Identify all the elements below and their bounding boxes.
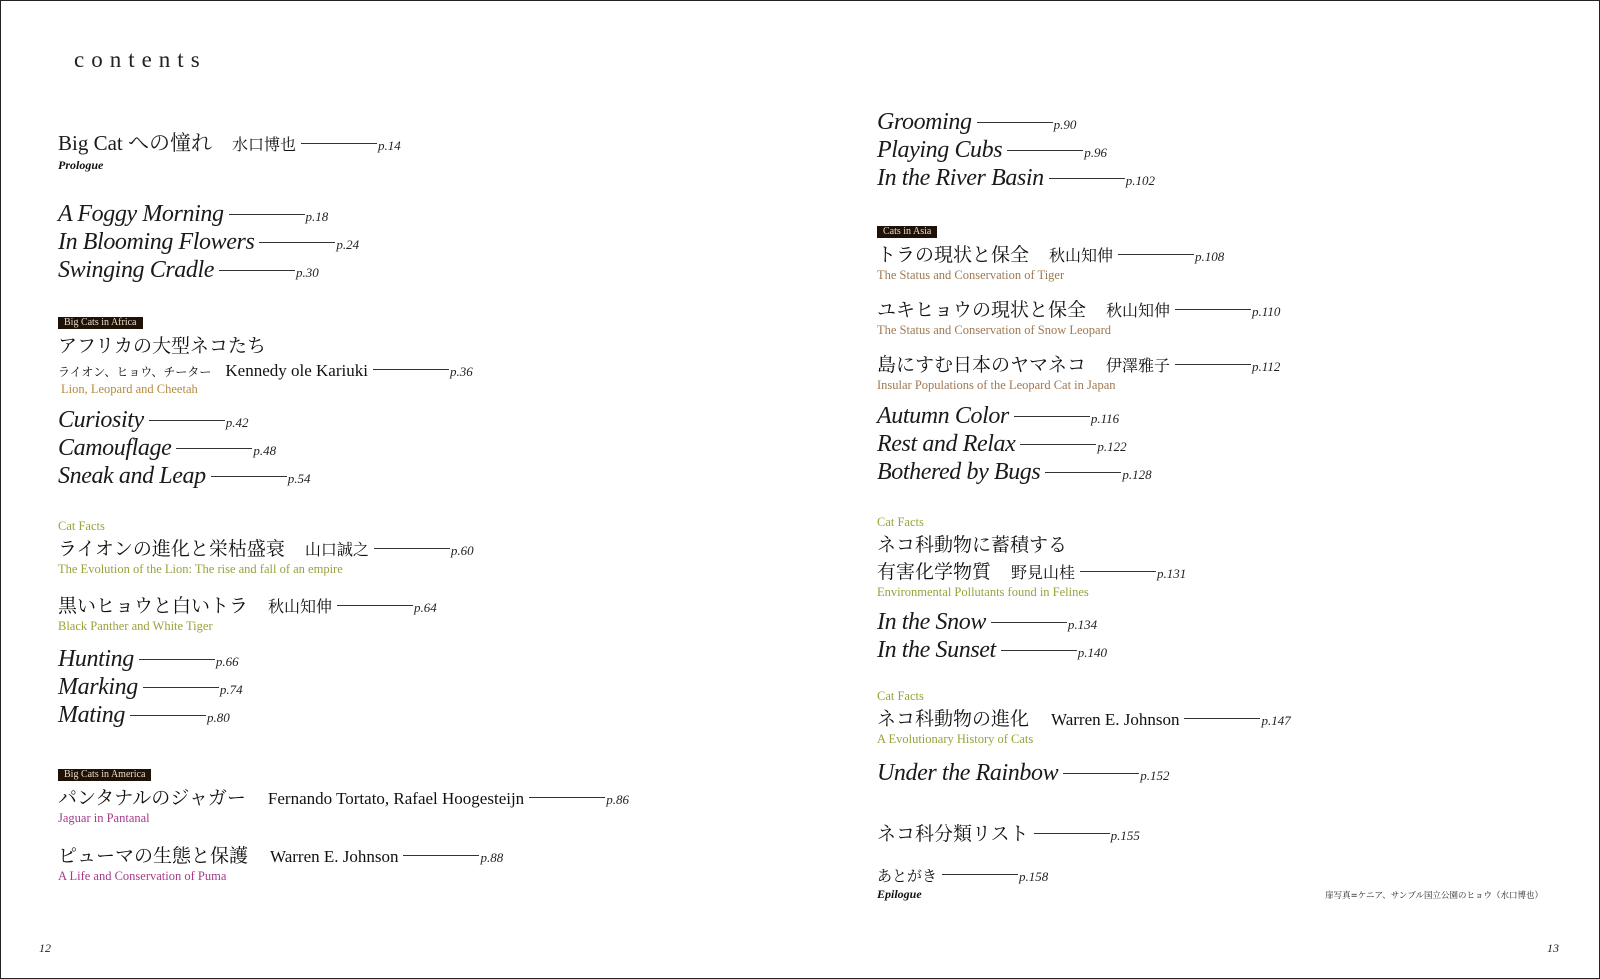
entry-title: A Foggy Morning — [58, 201, 224, 227]
toc-entry[interactable] — [58, 257, 319, 284]
entry-title: アフリカの大型ネコたち — [58, 335, 267, 357]
leader-line — [139, 659, 215, 660]
leader-line — [942, 874, 1018, 875]
toc-entry[interactable] — [58, 201, 328, 228]
entry-title-line2: 有害化学物質 — [877, 561, 992, 583]
toc-entry-species-list[interactable] — [877, 819, 1140, 846]
entry-title: In the Sunset — [877, 637, 996, 663]
toc-entry[interactable] — [877, 137, 1107, 164]
toc-entry[interactable] — [877, 431, 1127, 458]
entry-title: In the River Basin — [877, 165, 1044, 191]
entry-title: In the Snow — [877, 609, 986, 635]
entry-author: Fernando Tortato, Rafael Hoogesteijn — [267, 789, 525, 808]
page-number: p.86 — [606, 792, 629, 807]
page-number: p.48 — [253, 443, 277, 458]
entry-subtitle-en: Jaguar in Pantanal — [58, 811, 150, 825]
section-tag: Big Cats in America — [58, 769, 151, 781]
leader-line — [373, 369, 449, 370]
page-number: p.134 — [1067, 617, 1098, 632]
section-tag: Big Cats in Africa — [58, 317, 143, 329]
toc-entry-lion-evolution[interactable] — [58, 519, 474, 577]
entry-subtitle-en: The Evolution of the Lion: The rise and fall of an empire — [58, 562, 343, 576]
entry-subtitle-en: Lion, Leopard and Cheetah — [61, 382, 198, 396]
page-number: p.112 — [1252, 359, 1281, 374]
page-number: p.90 — [1053, 117, 1077, 132]
entry-title: あとがき — [877, 867, 938, 885]
page-number: p.88 — [480, 850, 504, 865]
toc-entry[interactable] — [877, 403, 1119, 430]
page-number: p.140 — [1077, 645, 1108, 660]
page-number: p.155 — [1110, 828, 1140, 843]
entry-title: ネコ科分類リスト — [877, 823, 1029, 845]
entry-subtitle: Prologue — [58, 158, 104, 172]
page-number: p.131 — [1157, 566, 1187, 581]
leader-line — [1080, 571, 1156, 572]
entry-title: Camouflage — [58, 435, 172, 461]
entry-subtitle-en: Insular Populations of the Leopard Cat in Japan — [877, 378, 1116, 392]
toc-entry-puma[interactable] — [58, 841, 503, 884]
entry-author: 野見山桂 — [1011, 565, 1076, 582]
leader-line — [219, 270, 295, 271]
leader-line — [337, 605, 413, 606]
leader-line — [374, 548, 450, 549]
entry-subtitle-en: The Status and Conservation of Snow Leopard — [877, 323, 1111, 337]
entry-title: Grooming — [877, 109, 972, 135]
photo-caption: 扉写真=ケニア、サンブル国立公園のヒョウ（水口博也） — [1325, 891, 1543, 901]
contents-heading: contents — [74, 47, 207, 72]
toc-entry[interactable] — [58, 463, 310, 490]
toc-entry-panther[interactable] — [58, 591, 437, 634]
page-number: p.80 — [206, 710, 230, 725]
page-number: p.60 — [450, 543, 474, 558]
entry-subtitle-en: Environmental Pollutants found in Felines — [877, 585, 1089, 599]
leader-line — [1049, 178, 1125, 179]
entry-title: Swinging Cradle — [58, 257, 215, 283]
page-number: p.116 — [1090, 411, 1120, 426]
entry-title: トラの現状と保全 — [877, 244, 1030, 266]
page-number: p.96 — [1084, 145, 1107, 160]
leader-line — [1045, 472, 1121, 473]
entry-title: Hunting — [58, 646, 134, 672]
page-number: p.147 — [1261, 713, 1291, 728]
cat-facts-label: Cat Facts — [877, 515, 924, 529]
toc-entry[interactable] — [877, 609, 1097, 636]
entry-title: ライオンの進化と栄枯盛衰 — [58, 538, 285, 560]
entry-title: Marking — [58, 674, 138, 700]
toc-entry[interactable] — [58, 646, 239, 673]
entry-title: Big Cat への憧れ — [58, 131, 213, 155]
left-column — [39, 1, 758, 978]
leader-line — [143, 687, 219, 688]
cat-facts-label: Cat Facts — [58, 519, 105, 533]
leader-line — [1184, 718, 1260, 719]
page-number: p.36 — [449, 364, 473, 379]
entry-title: Bothered by Bugs — [877, 459, 1041, 485]
entry-title: Autumn Color — [877, 403, 1009, 429]
entry-title: Rest and Relax — [877, 431, 1016, 457]
leader-line — [1014, 416, 1090, 417]
page-number: p.66 — [215, 654, 239, 669]
leader-line — [1175, 309, 1251, 310]
page-number: p.108 — [1195, 249, 1225, 264]
toc-entry-island-cat[interactable] — [877, 350, 1280, 393]
leader-line — [211, 476, 287, 477]
toc-entry-rainbow[interactable] — [877, 760, 1169, 787]
right-column — [877, 1, 1577, 978]
page-number: p.110 — [1252, 304, 1281, 319]
toc-entry[interactable] — [58, 674, 243, 701]
toc-entry-jaguar[interactable] — [58, 762, 629, 826]
entry-subtitle-jp: ライオン、ヒョウ、チーター — [58, 365, 212, 379]
leader-line — [149, 420, 225, 421]
page-number: p.122 — [1097, 439, 1127, 454]
toc-entry-tiger[interactable] — [877, 219, 1224, 283]
entry-author: 山口誠之 — [304, 542, 369, 559]
entry-title: 黒いヒョウと白いトラ — [58, 595, 249, 617]
leader-line — [1001, 650, 1077, 651]
toc-entry-prologue[interactable] — [58, 127, 401, 173]
entry-author: Warren E. Johnson — [1051, 710, 1180, 729]
entry-subtitle-en: A Life and Conservation of Puma — [58, 869, 227, 883]
entry-subtitle-en: Black Panther and White Tiger — [58, 619, 213, 633]
entry-author: 伊澤雅子 — [1106, 358, 1171, 375]
page-number: p.30 — [296, 265, 319, 280]
toc-entry-africa[interactable] — [58, 310, 473, 397]
leader-line — [529, 797, 605, 798]
entry-author: 秋山知伸 — [1106, 303, 1171, 320]
page-number: p.102 — [1125, 173, 1156, 188]
entry-author: Kennedy ole Kariuki — [225, 361, 368, 380]
entry-author: Warren E. Johnson — [270, 847, 399, 866]
entry-title: ネコ科動物の進化 — [877, 708, 1030, 730]
entry-title: In Blooming Flowers — [58, 229, 255, 255]
page-number: p.128 — [1122, 467, 1152, 482]
page-number: p.42 — [225, 415, 249, 430]
toc-entry[interactable] — [877, 165, 1155, 192]
leader-line — [403, 855, 479, 856]
page-number: p.64 — [414, 600, 437, 615]
entry-title: 島にすむ日本のヤマネコ — [877, 354, 1087, 376]
toc-entry[interactable] — [877, 109, 1076, 136]
toc-entry[interactable] — [58, 229, 359, 256]
leader-line — [1063, 773, 1139, 774]
toc-entry-pollutants[interactable] — [877, 515, 1186, 600]
entry-title: ネコ科動物に蓄積する — [877, 534, 1068, 556]
entry-title: Playing Cubs — [877, 137, 1003, 163]
page-number: p.14 — [378, 138, 401, 153]
toc-entry[interactable] — [58, 407, 249, 434]
page-number: p.74 — [219, 682, 243, 697]
entry-title: ユキヒョウの現状と保全 — [877, 299, 1087, 321]
leader-line — [1034, 833, 1110, 834]
toc-entry[interactable] — [877, 459, 1152, 486]
leader-line — [991, 622, 1067, 623]
entry-title: Sneak and Leap — [58, 463, 206, 489]
entry-title: ピューマの生態と保護 — [58, 845, 249, 867]
leader-line — [130, 715, 206, 716]
page-number-left: 12 — [39, 941, 51, 955]
entry-title: Under the Rainbow — [877, 760, 1059, 786]
page-number-right: 13 — [1547, 941, 1559, 955]
toc-entry-snow-leopard[interactable] — [877, 295, 1280, 338]
page-number: p.158 — [1019, 869, 1049, 884]
entry-title: Mating — [58, 702, 125, 728]
leader-line — [1118, 254, 1194, 255]
entry-author: 水口博也 — [232, 137, 297, 154]
page-number: p.18 — [305, 209, 329, 224]
entry-subtitle-en: The Status and Conservation of Tiger — [877, 268, 1065, 282]
entry-author: 秋山知伸 — [1049, 248, 1114, 265]
page-number: p.152 — [1140, 768, 1170, 783]
leader-line — [301, 143, 377, 144]
toc-entry-cat-evolution[interactable] — [877, 689, 1291, 747]
section-tag: Cats in Asia — [877, 226, 937, 238]
toc-entry[interactable] — [877, 637, 1107, 664]
leader-line — [1175, 364, 1251, 365]
entry-author: 秋山知伸 — [268, 599, 333, 616]
page-number: p.24 — [336, 237, 360, 252]
entry-subtitle: Epilogue — [877, 887, 922, 901]
leader-line — [977, 122, 1053, 123]
leader-line — [229, 214, 305, 215]
page-number: p.54 — [287, 471, 311, 486]
entry-subtitle-en: A Evolutionary History of Cats — [877, 732, 1034, 746]
leader-line — [1007, 150, 1083, 151]
cat-facts-label: Cat Facts — [877, 689, 924, 703]
toc-entry-epilogue[interactable] — [877, 865, 1048, 902]
entry-title: パンタナルのジャガー — [58, 787, 246, 809]
leader-line — [259, 242, 335, 243]
leader-line — [1020, 444, 1096, 445]
entry-title: Curiosity — [58, 407, 144, 433]
leader-line — [176, 448, 252, 449]
toc-entry[interactable] — [58, 702, 230, 729]
toc-entry[interactable] — [58, 435, 276, 462]
